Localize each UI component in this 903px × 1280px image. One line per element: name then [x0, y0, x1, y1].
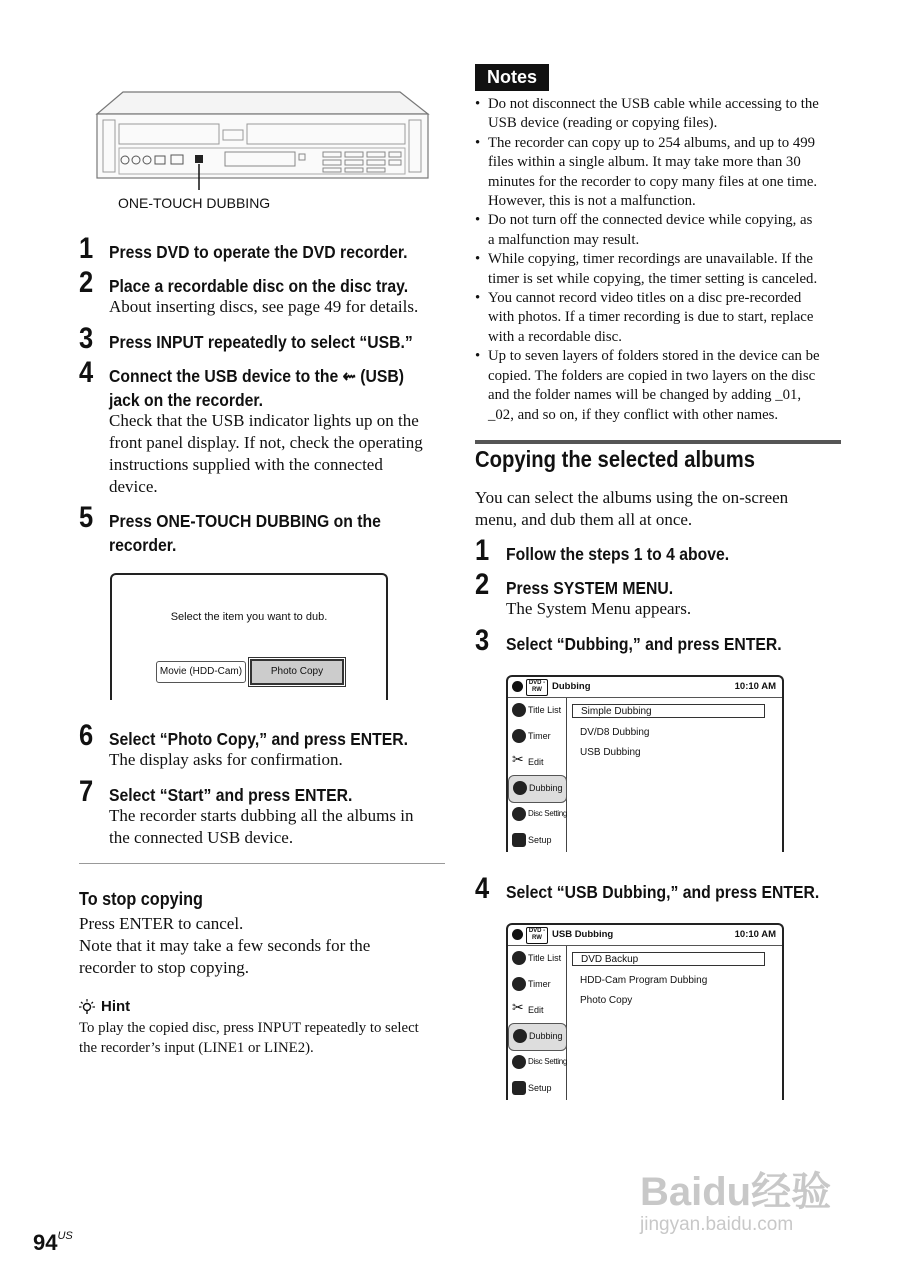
- system-menu-dubbing: [506, 675, 784, 852]
- note-item: • Do not disconnect the USB cable while accessing to the USB device (reading or copying files).: [475, 95, 845, 134]
- watermark-brand: Baidu经验: [640, 1170, 832, 1214]
- hint-label: Hint: [101, 998, 131, 1015]
- title-list-icon: [512, 703, 526, 717]
- section-intro: You can select the albums using the on-screen menu, and dub them all at once.: [475, 488, 789, 529]
- step-4: 4 Connect the USB device to the ⇜ (USB) jack on the recorder. Check that the USB indicator lights up on the front panel display. If not, check the operating instructions supplied with the connected device.: [79, 356, 423, 496]
- stop-copying-body: Press ENTER to cancel. Note that it may take a few seconds for the recorder to stop copying.: [79, 914, 371, 977]
- sidebar-item-disc-setting[interactable]: Disc Setting: [508, 1050, 566, 1076]
- dialog-prompt: Select the item you want to dub.: [170, 611, 328, 623]
- disc-badge: DVD -RW: [526, 927, 548, 944]
- step-r2: 2 Press SYSTEM MENU. The System Menu appears.: [475, 568, 692, 618]
- notes-list: [475, 95, 845, 425]
- sidebar-item-timer[interactable]: Timer: [508, 972, 566, 998]
- timer-icon: [512, 729, 526, 743]
- dubbing-icon: [513, 781, 527, 795]
- watermark: [640, 1170, 870, 1236]
- note-item: • While copying, timer recordings are unavailable. If the timer is set while copying, the timer setting is canceled.: [475, 250, 845, 289]
- option-dv-d8-dubbing[interactable]: DV/D8 Dubbing: [580, 727, 650, 738]
- step-r3: 3 Select “Dubbing,” and press ENTER.: [475, 624, 782, 657]
- section-heading: Copying the selected albums: [475, 446, 756, 472]
- system-menu-usb-dubbing: [506, 923, 784, 1100]
- sidebar-item-edit[interactable]: ✂ Edit: [512, 751, 544, 767]
- step-1: 1 Press DVD to operate the DVD recorder.: [79, 232, 408, 265]
- edit-icon: ✂: [512, 999, 524, 1015]
- disc-setting-icon: [512, 1055, 526, 1069]
- menu-time: 10:10 AM: [734, 681, 776, 692]
- sidebar-item-timer[interactable]: Timer: [508, 724, 566, 750]
- note-item: • Do not turn off the connected device while copying, as a malfunction may result.: [475, 211, 845, 250]
- option-simple-dubbing[interactable]: Simple Dubbing: [572, 704, 765, 718]
- sidebar-item-edit[interactable]: ✂ Edit: [512, 999, 544, 1015]
- option-photo-copy[interactable]: Photo Copy: [580, 995, 633, 1006]
- option-usb-dubbing[interactable]: USB Dubbing: [580, 747, 641, 758]
- sidebar-item-dubbing[interactable]: Dubbing: [508, 1023, 567, 1051]
- stop-copying-heading: To stop copying: [79, 889, 203, 909]
- sidebar-item-setup[interactable]: Setup: [508, 1076, 566, 1102]
- dub-select-dialog: [110, 573, 388, 700]
- usb-icon: ⇜: [342, 366, 356, 386]
- step-5: 5 Press ONE-TOUCH DUBBING on the recorder.: [79, 501, 381, 555]
- disc-setting-icon: [512, 807, 526, 821]
- title-list-icon: [512, 951, 526, 965]
- step-r1: 1 Follow the steps 1 to 4 above.: [475, 534, 730, 567]
- recorder-illustration: [95, 90, 435, 190]
- sidebar-item-dubbing[interactable]: Dubbing: [508, 775, 567, 803]
- page-number: $94^{US}$: [33, 1230, 73, 1255]
- menu-sidebar: [508, 698, 567, 852]
- disc-icon: [512, 681, 523, 692]
- section-rule: [475, 440, 841, 444]
- step-6: 6 Select “Photo Copy,” and press ENTER. The display asks for confirmation.: [79, 719, 409, 769]
- menu-title: USB Dubbing: [552, 929, 614, 940]
- note-item: • You cannot record video titles on a disc pre-recorded with photos. If a timer recording is due to start, replace with a recordable disc.: [475, 289, 845, 347]
- step-7: 7 Select “Start” and press ENTER. The recorder starts dubbing all the albums in the connected USB device.: [79, 775, 414, 847]
- setup-icon: [512, 833, 526, 847]
- timer-icon: [512, 977, 526, 991]
- option-dvd-backup[interactable]: DVD Backup: [572, 952, 765, 966]
- menu-sidebar: [508, 946, 567, 1100]
- sidebar-item-disc-setting[interactable]: Disc Setting: [508, 802, 566, 828]
- hint-body: To play the copied disc, press INPUT repeatedly to select the recorder’s input (LINE1 or LINE2).: [79, 1020, 419, 1056]
- sidebar-item-title-list[interactable]: Title List: [508, 946, 566, 972]
- disc-badge: DVD -RW: [526, 679, 548, 696]
- disc-icon: [512, 929, 523, 940]
- photo-copy-button[interactable]: Photo Copy: [250, 659, 344, 685]
- sidebar-item-title-list[interactable]: Title List: [508, 698, 566, 724]
- movie-hdd-cam-button[interactable]: Movie (HDD-Cam): [156, 661, 246, 683]
- step-2: 2 Place a recordable disc on the disc tray. About inserting discs, see page 49 for details.: [79, 266, 419, 316]
- menu-time: 10:10 AM: [734, 929, 776, 940]
- lightbulb-icon: [79, 999, 95, 1015]
- edit-icon: ✂: [512, 751, 524, 767]
- notes-badge: Notes: [475, 64, 549, 91]
- note-item: • Up to seven layers of folders stored in the device can be copied. The folders are copied in two layers on the disc and the folder names will be changed by adding _01, _02, and so on, if they conflict with other names.: [475, 347, 845, 425]
- option-hdd-cam-program-dubbing[interactable]: HDD-Cam Program Dubbing: [580, 975, 708, 986]
- note-item: • The recorder can copy up to 254 albums, and up to 499 files within a single album. It may take more than 30 minutes for the recorder to copy many files at one time. However, this is not a malfunction.: [475, 134, 845, 212]
- step-r4: 4 Select “USB Dubbing,” and press ENTER.: [475, 872, 820, 905]
- one-touch-dubbing-callout: ONE-TOUCH DUBBING: [118, 195, 271, 211]
- menu-title: Dubbing: [552, 681, 591, 692]
- dubbing-icon: [513, 1029, 527, 1043]
- divider: [79, 863, 445, 864]
- watermark-url: jingyan.baidu.com: [640, 1214, 794, 1235]
- setup-icon: [512, 1081, 526, 1095]
- step-3: 3 Press INPUT repeatedly to select “USB.”: [79, 322, 413, 355]
- sidebar-item-setup[interactable]: Setup: [508, 828, 566, 854]
